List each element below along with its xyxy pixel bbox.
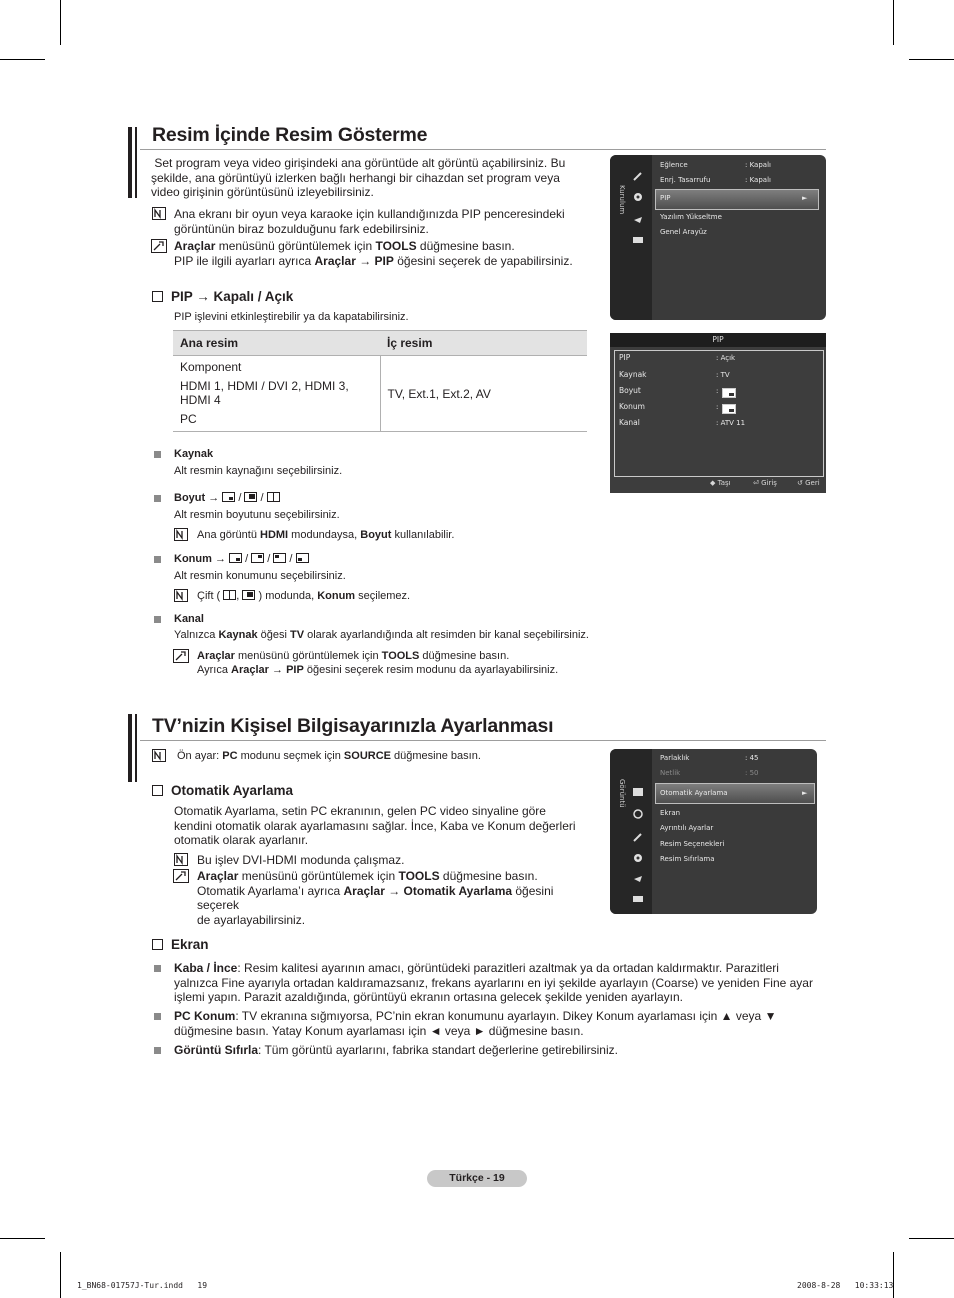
menu-value: : Kapalı: [745, 176, 771, 184]
input-icon: [632, 235, 644, 245]
pip-value: : ATV 11: [716, 419, 746, 427]
section-marker: [128, 714, 132, 782]
menu-item: Yazılım Yükseltme: [660, 213, 722, 221]
pip-menu-title: PIP: [610, 333, 826, 347]
note-icon: [174, 589, 188, 602]
pip-value: : TV: [716, 371, 730, 379]
pos-bottom-left-icon: [296, 553, 309, 563]
section-title: Resim İçinde Resim Gösterme: [152, 124, 428, 146]
sound-icon: [632, 809, 644, 819]
menu-value: : Kapalı: [745, 161, 771, 169]
bullet: [154, 1013, 161, 1020]
note-text: Ana ekranı bir oyun veya karaoke için kullandığınızda PIP penceresindeki görüntünün biraz bozulduğunu fark edebilirsiniz.: [174, 207, 565, 236]
crop-mark: [893, 1252, 894, 1298]
footer-timestamp: 2008-8-28 10:33:13: [797, 1281, 894, 1290]
menu-item: Resim Sıfırlama: [660, 855, 715, 863]
size-large-icon: [242, 590, 255, 600]
menu-item: Ayrıntılı Ayarlar: [660, 824, 714, 832]
move-hint: ◆ Taşı: [710, 479, 731, 487]
gear-icon: [632, 192, 644, 202]
menu-item: Ekran: [660, 809, 681, 817]
picture-icon: [632, 787, 644, 797]
page-number: Türkçe - 19: [427, 1170, 527, 1187]
subheading-auto: Otomatik Ayarlama: [152, 783, 293, 798]
pos-top-left-icon: [273, 553, 286, 563]
picture-menu-screenshot: [610, 749, 817, 914]
checkbox-icon: [152, 939, 163, 950]
pip-value: :: [716, 403, 719, 411]
pip-value: :: [716, 387, 719, 395]
konum-note: Çift ( , ) modunda, Konum seçilemez.: [197, 590, 411, 602]
tools-icon: [151, 239, 167, 253]
size-double-icon: [223, 590, 236, 600]
section-marker: [135, 127, 137, 198]
table-header-inner: İç resim: [380, 331, 587, 356]
note-icon: [152, 207, 166, 220]
tools-line: Araçlar menüsünü görüntülemek için TOOLS düğmesine basın. Otomatik Ayarlama’ı ayrıca Araçlar → Otomatik Ayarlama öğesini seçerek de ayarlayabilirsiniz.: [197, 869, 554, 927]
table-cell: Komponent HDMI 1, HDMI / DVI 2, HDMI 3, HDMI 4 PC: [173, 356, 380, 432]
crop-mark: [909, 1238, 954, 1239]
menu-sidebar: [610, 155, 652, 320]
menu-value: : 50: [745, 769, 759, 777]
size-double-icon: [267, 492, 280, 502]
menu-item: Eğlence: [660, 161, 688, 169]
satellite-icon: [632, 215, 644, 225]
gear-icon: [632, 853, 644, 863]
table-header-main: Ana resim: [173, 331, 380, 356]
kaynak-item: Kaynak Alt resmin kaynağını seçebilirsiniz.: [174, 448, 343, 477]
subheading-pip: PIP → Kapalı / Açık: [152, 289, 293, 304]
pip-label: Kaynak: [619, 370, 647, 379]
back-hint: ↺ Geri: [797, 479, 820, 487]
pip-label: Boyut: [619, 386, 641, 395]
menu-sidebar: [610, 749, 652, 914]
bullet: [154, 495, 161, 502]
pip-value: : Açık: [716, 354, 736, 362]
pc-konum-item: PC Konum: TV ekranına sığmıyorsa, PC’nin ekran konumunu ayarlayın. Dikey Konum ayarlaması için ▲ veya ▼ düğmesine basın. Yatay Konum ayarlaması için ◄ veya ► düğmesine basın.: [174, 1009, 777, 1038]
crop-mark: [0, 59, 45, 60]
bullet: [154, 556, 161, 563]
section-rule: [140, 149, 826, 150]
section-marker: [128, 127, 132, 198]
setup-menu-screenshot: [610, 155, 826, 320]
menu-item: Otomatik Ayarlama: [660, 789, 728, 797]
menu-item: Resim Seçenekleri: [660, 840, 725, 848]
preset-note: Ön ayar: PC modunu seçmek için SOURCE düğmesine basın.: [177, 750, 481, 762]
position-icon: [722, 404, 736, 414]
section-rule: [140, 740, 826, 741]
menu-arrow: ►: [802, 194, 808, 202]
size-icon: [722, 388, 736, 398]
note-icon: [152, 749, 166, 762]
konum-item: Konum → / / / Alt resmin konumunu seçebilirsiniz.: [174, 553, 346, 582]
menu-item: Enrj. Tasarrufu: [660, 176, 711, 184]
pip-menu-screenshot: [610, 333, 826, 493]
crop-mark: [60, 0, 61, 45]
menu-selected-row: [655, 189, 819, 210]
section-title: TV’nizin Kişisel Bilgisayarınızla Ayarlanması: [152, 715, 554, 737]
footer-file-info: 1_BN68-01757J-Tur.indd 19: [77, 1281, 208, 1290]
bullet: [154, 965, 161, 972]
bullet: [154, 1047, 161, 1054]
crop-mark: [909, 59, 954, 60]
menu-arrow: ►: [802, 789, 808, 797]
subheading-ekran: Ekran: [152, 937, 209, 952]
crop-mark: [60, 1252, 61, 1298]
auto-desc: Otomatik Ayarlama, setin PC ekranının, gelen PC video sinyaline göre kendini otomatik olarak ayarlamasını sağlar. İnce, Kaba ve Konum değerleri otomatik olarak ayarlanır.: [174, 804, 576, 847]
tools-icon: [173, 649, 189, 663]
bullet: [154, 451, 161, 458]
crop-mark: [0, 1238, 45, 1239]
kaba-ince-item: Kaba / İnce: Resim kalitesi ayarının amacı, görüntüdeki parazitleri azaltmak ya da ortadan kaldırmaktır. Parazitleri yalnızca Fine ayarıyla ortadan kaldıramazsanız, frekans ayarlarını en iyi şekilde ayarlayın (Coarse) ve yeniden Fine ayar işlemi yapın. Parazit azaldığında, görüntüyü ekranın ortasına gelecek şekilde yeniden ayarlayın.: [174, 961, 813, 1004]
boyut-note: Ana görüntü HDMI modundaysa, Boyut kullanılabilir.: [197, 529, 455, 541]
pip-label: PIP: [619, 353, 631, 362]
reset-item: Görüntü Sıfırla: Tüm görüntü ayarlarını, fabrika standart değerlerine getirebilirsiniz.: [174, 1043, 618, 1057]
size-small-icon: [222, 492, 235, 502]
menu-item: Parlaklık: [660, 754, 690, 762]
menu-item: Genel Arayüz: [660, 228, 707, 236]
note-icon: [174, 853, 188, 866]
intro-text: Set program veya video girişindeki ana görüntüde alt görüntü açabilirsiniz. Bu şekilde, ana görüntüyü izlerken bağlı herhangi bir cihazdan set program veya video girişinin görüntüsünü izleyebilirsiniz.: [151, 156, 569, 199]
menu-item: PIP: [660, 194, 671, 202]
crop-mark: [893, 0, 894, 45]
menu-side-label: Kurulum: [618, 185, 626, 215]
source-table: [173, 330, 587, 432]
enter-hint: ⏎ Giriş: [753, 479, 777, 487]
input-icon: [632, 894, 644, 904]
menu-side-label: Görüntü: [618, 779, 626, 808]
satellite-icon: [632, 874, 644, 884]
auto-note: Bu işlev DVI-HDMI modunda çalışmaz.: [197, 853, 405, 867]
boyut-item: Boyut → / / Alt resmin boyutunu seçebilirsiniz.: [174, 492, 340, 521]
table-cell: TV, Ext.1, Ext.2, AV: [380, 356, 587, 432]
section-marker: [135, 714, 137, 782]
pip-label: Konum: [619, 402, 645, 411]
checkbox-icon: [152, 291, 163, 302]
pip-desc: PIP işlevini etkinleştirebilir ya da kapatabilirsiniz.: [174, 311, 409, 323]
wand-icon: [632, 171, 644, 181]
note-icon: [174, 528, 188, 541]
tools-line: Araçlar menüsünü görüntülemek için TOOLS düğmesine basın. PIP ile ilgili ayarları ayrıca Araçlar → PIP öğesini seçerek de yapabilirsiniz.: [174, 239, 573, 268]
pos-bottom-right-icon: [229, 553, 242, 563]
size-large-icon: [244, 492, 257, 502]
kanal-item: Kanal Yalnızca Kaynak öğesi TV olarak ayarlandığında alt resimden bir kanal seçebilirsiniz.: [174, 613, 589, 641]
menu-item: Netlik: [660, 769, 681, 777]
checkbox-icon: [152, 785, 163, 796]
tools-line: Araçlar menüsünü görüntülemek için TOOLS düğmesine basın. Ayrıca Araçlar → PIP öğesini seçerek resim modunu da ayarlayabilirsiniz.: [197, 650, 559, 676]
tools-icon: [173, 869, 189, 883]
bullet: [154, 616, 161, 623]
menu-value: : 45: [745, 754, 759, 762]
pos-top-right-icon: [251, 553, 264, 563]
pip-label: Kanal: [619, 418, 640, 427]
wand-icon: [632, 832, 644, 842]
